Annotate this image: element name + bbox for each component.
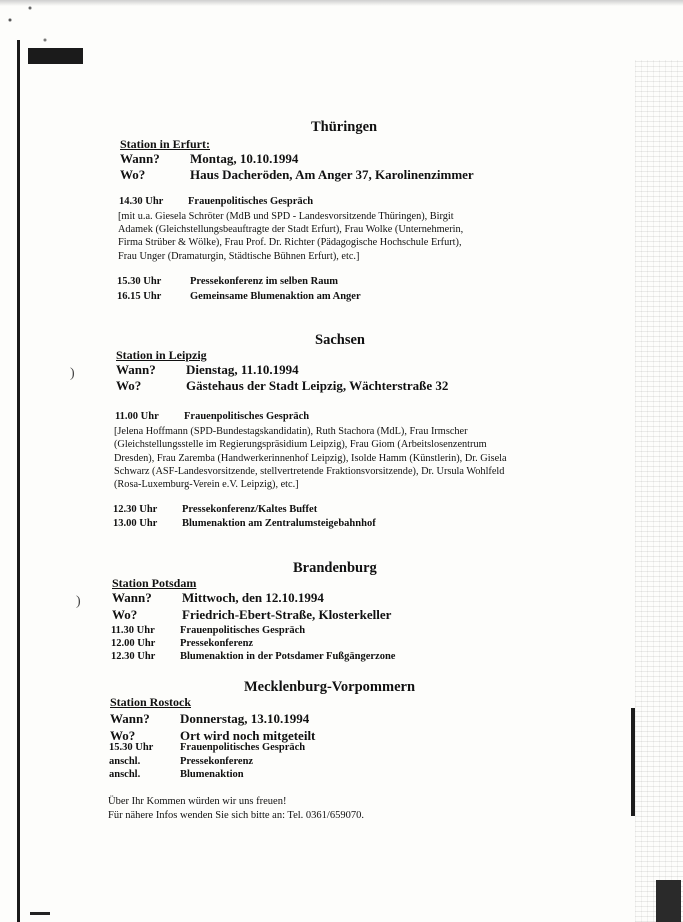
schedule-desc: Frauenpolitisches Gespräch: [184, 411, 310, 422]
schedule-desc: Pressekonferenz: [180, 638, 254, 649]
wo-value: Friedrich-Ebert-Straße, Klosterkeller: [182, 607, 392, 622]
schedule-time: 15.30 Uhr: [117, 276, 162, 287]
station-label: Station in Erfurt:: [120, 137, 210, 151]
wann-value: Donnerstag, 13.10.1994: [180, 711, 310, 726]
wo-label: Wo?: [112, 607, 138, 622]
station-label: Station Potsdam: [112, 576, 197, 590]
schedule-desc: Blumenaktion in der Potsdamer Fußgängerzone: [180, 651, 396, 662]
schedule-desc: Frauenpolitisches Gespräch: [188, 196, 314, 207]
schedule-time: 12.30 Uhr: [111, 651, 156, 662]
participants-line: Adamek (Gleichstellungsbeauftragte der Stadt Erfurt), Frau Wolke (Unternehmerin,: [118, 224, 464, 235]
wann-value: Montag, 10.10.1994: [190, 151, 299, 166]
schedule-time: 12.30 Uhr: [113, 504, 158, 515]
section-title-brandenburg: Brandenburg: [293, 560, 377, 576]
wann-value: Mittwoch, den 12.10.1994: [182, 590, 324, 605]
station-label: Station Rostock: [110, 695, 192, 709]
wo-label: Wo?: [116, 378, 142, 393]
wo-label: Wo?: [110, 728, 136, 743]
wann-label: Wann?: [112, 590, 152, 605]
schedule-time: anschl.: [109, 756, 141, 767]
section-title-mecklenburg-vorpommern: Mecklenburg-Vorpommern: [244, 679, 416, 695]
schedule-time: 14.30 Uhr: [119, 196, 164, 207]
scan-noise-right: [635, 60, 683, 922]
participants-line: [mit u.a. Giesela Schröter (MdB und SPD - Landesvorsitzende Thüringen), Birgit: [118, 211, 454, 222]
schedule-desc: Blumenaktion am Zentralumsteigebahnhof: [182, 518, 376, 529]
section-title-thueringen: Thüringen: [311, 119, 378, 135]
participants-line: Firma Strüber & Wölke), Frau Prof. Dr. Richter (Pädagogische Hochschule Erfurt),: [118, 237, 462, 248]
schedule-time: 11.30 Uhr: [111, 625, 155, 636]
footer-closing: Über Ihr Kommen würden wir uns freuen!: [108, 796, 287, 807]
wo-value: Ort wird noch mitgeteilt: [180, 728, 316, 743]
punch-hole-mark: ): [76, 594, 81, 609]
participants-line: (Rosa-Luxemburg-Verein e.V. Leipzig), etc.]: [114, 479, 299, 490]
participants-line: [Jelena Hoffmann (SPD-Bundestagskandidatin), Ruth Stachora (MdL), Frau Irmscher: [114, 426, 468, 437]
footer-contact: Für nähere Infos wenden Sie sich bitte an: Tel. 0361/659070.: [108, 810, 364, 821]
wann-label: Wann?: [120, 151, 160, 166]
schedule-time: 11.00 Uhr: [115, 411, 159, 422]
participants-line: Frau Unger (Dramaturgin, Städtische Bühnen Erfurt), etc.]: [118, 251, 360, 262]
wo-label: Wo?: [120, 167, 146, 182]
schedule-time: 15.30 Uhr: [109, 742, 154, 753]
wo-value: Haus Dacheröden, Am Anger 37, Karolinenzimmer: [190, 167, 474, 182]
scan-corner-mark: [656, 880, 681, 922]
participants-line: Schwarz (ASF-Landesvorsitzende, stellvertretende Fraktionsvorsitzende), Dr. Ursula Wohlfeld: [114, 466, 505, 477]
wo-value: Gästehaus der Stadt Leipzig, Wächterstraße 32: [186, 378, 449, 393]
wann-label: Wann?: [116, 362, 156, 377]
schedule-desc: Frauenpolitisches Gespräch: [180, 625, 306, 636]
wann-label: Wann?: [110, 711, 150, 726]
schedule-desc: Blumenaktion: [180, 769, 244, 780]
punch-hole-mark: ): [70, 366, 75, 381]
scan-edge-top: [0, 0, 683, 6]
participants-line: Dresden), Frau Zaremba (Handwerkerinnenhof Leipzig), Isolde Hamm (Künstlerin), Dr. Gisela: [114, 453, 507, 464]
schedule-desc: Frauenpolitisches Gespräch: [180, 742, 306, 753]
scan-edge-left: [17, 40, 20, 922]
section-title-sachsen: Sachsen: [315, 332, 365, 348]
schedule-time: 13.00 Uhr: [113, 518, 158, 529]
schedule-desc: Pressekonferenz/Kaltes Buffet: [182, 504, 318, 515]
scan-black-mark: [28, 48, 83, 64]
scan-bar-right: [631, 708, 635, 816]
participants-line: (Gleichstellungsstelle im Regierungspräsidium Leipzig), Frau Giom (Arbeitslosenzentrum: [114, 439, 487, 450]
schedule-time: 12.00 Uhr: [111, 638, 156, 649]
scan-bottom-mark: [30, 912, 50, 915]
schedule-desc: Pressekonferenz: [180, 756, 254, 767]
schedule-desc: Gemeinsame Blumenaktion am Anger: [190, 291, 361, 302]
station-label: Station in Leipzig: [116, 348, 207, 362]
schedule-time: anschl.: [109, 769, 141, 780]
wann-value: Dienstag, 11.10.1994: [186, 362, 299, 377]
schedule-desc: Pressekonferenz im selben Raum: [190, 276, 339, 287]
schedule-time: 16.15 Uhr: [117, 291, 162, 302]
